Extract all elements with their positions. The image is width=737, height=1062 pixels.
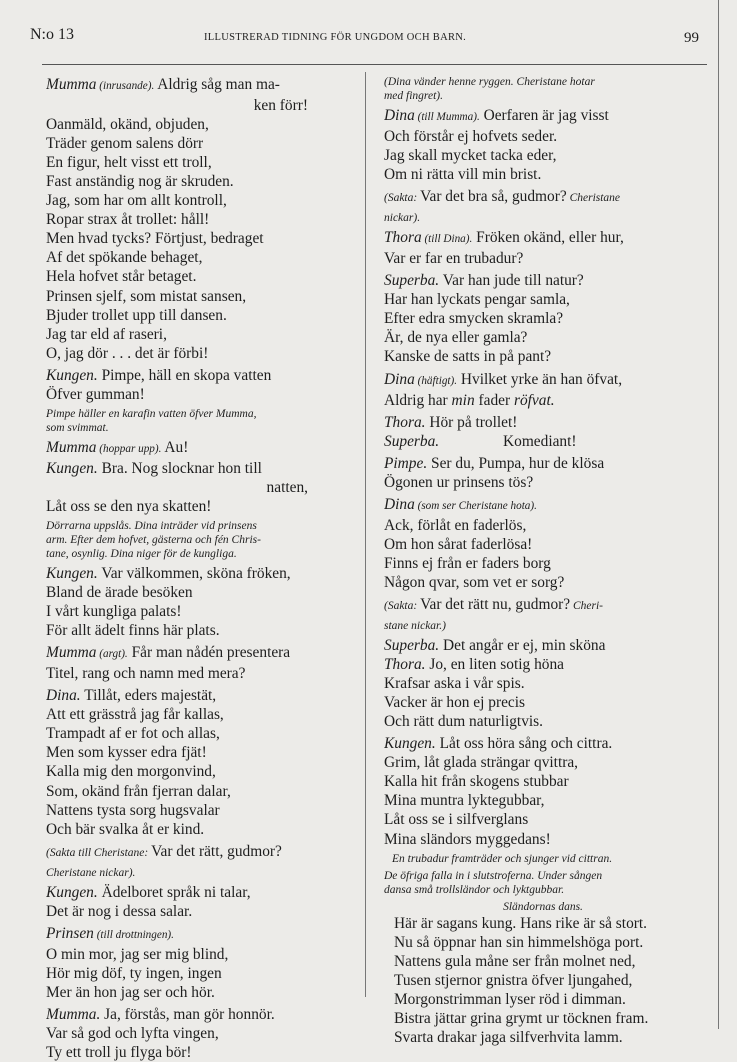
speaker-name: Thora. bbox=[384, 656, 426, 674]
verse-line bbox=[384, 952, 702, 971]
verse-line bbox=[384, 810, 702, 829]
speech-line bbox=[384, 413, 702, 432]
verse-line bbox=[384, 473, 702, 492]
stage-direction bbox=[384, 595, 702, 616]
verse-line bbox=[46, 287, 358, 306]
stage-direction bbox=[384, 187, 702, 208]
verse-text: Hela hofvet står betaget. bbox=[46, 268, 197, 286]
verse-text: Mer än hon jag ser och hör. bbox=[46, 983, 215, 1001]
verse-text: Tusen stjernor gnistra öfver ljungahed, bbox=[394, 971, 633, 989]
speech-line bbox=[384, 734, 702, 753]
speaker-direction: (argt). bbox=[96, 648, 128, 661]
verse-text: Ropar strax åt trollet: håll! bbox=[46, 211, 210, 229]
verse-text: Fröken okänd, eller hur, bbox=[476, 229, 624, 247]
verse-text: Efter edra smycken skramla? bbox=[384, 310, 564, 328]
speech-line bbox=[46, 1005, 358, 1024]
spoken-line: Var det rätt nu, gudmor? bbox=[420, 596, 571, 614]
running-header bbox=[0, 18, 737, 48]
verse-line bbox=[46, 983, 358, 1002]
verse-line bbox=[46, 602, 358, 621]
verse-text: Här är sagans kung. Hans rike är så stort. bbox=[394, 914, 648, 932]
verse-text: Har han lyckats pengar samla, bbox=[384, 291, 570, 309]
verse-text: Men hvad tycks? Förtjust, bedraget bbox=[46, 230, 264, 248]
verse-line bbox=[384, 309, 702, 328]
direction-text: (Sakta: bbox=[384, 192, 418, 205]
spoken-line: Var det rätt, gudmor? bbox=[151, 842, 282, 860]
speech-line bbox=[384, 655, 702, 674]
speaker-name: Kungen. bbox=[46, 564, 98, 582]
verse-text: Jo, en liten sotig höna bbox=[429, 656, 564, 674]
verse-line bbox=[46, 248, 358, 267]
verse-line bbox=[384, 914, 702, 933]
verse-line bbox=[46, 115, 358, 134]
speaker-direction: (som ser Cheristane hota). bbox=[414, 499, 537, 512]
verse-text: Träder genom salens dörr bbox=[46, 135, 204, 153]
verse-line bbox=[384, 772, 702, 791]
speaker-name: Kungen. bbox=[46, 366, 98, 384]
speaker-name: Mumma bbox=[46, 644, 97, 662]
verse-line bbox=[384, 990, 702, 1009]
verse-text: Aldrig har bbox=[384, 391, 448, 409]
verse-text: Öfver gumman! bbox=[46, 385, 145, 403]
verse-line bbox=[384, 554, 702, 573]
verse-line bbox=[46, 801, 358, 820]
verse-line bbox=[384, 971, 702, 990]
verse-text: Bjuder trollet upp till dansen. bbox=[46, 306, 227, 324]
verse-text: Af det spökande behaget, bbox=[46, 249, 203, 267]
page-edge bbox=[718, 0, 719, 1029]
verse-text: Nu så öppnar han sin himmelshöga port. bbox=[394, 933, 644, 951]
verse-text: Trampadt af er fot och allas, bbox=[46, 725, 220, 743]
direction-text: Cheri- bbox=[572, 600, 604, 613]
verse-text: Jag skall mycket tacka eder, bbox=[384, 147, 557, 165]
verse-text: Fast anständig nog är skruden. bbox=[46, 173, 234, 191]
verse-text: Ack, förlåt en faderlös, bbox=[384, 516, 527, 534]
verse-text: Prinsen sjelf, som mistat sansen, bbox=[46, 287, 247, 305]
verse-text: Ser du, Pumpa, hur de klösa bbox=[431, 454, 605, 472]
speech-line bbox=[384, 271, 702, 290]
verse-line bbox=[46, 820, 358, 839]
verse-text: Krafsar aska i vår spis. bbox=[384, 675, 525, 693]
verse-line bbox=[46, 964, 358, 983]
verse-text: Var er far en trubadur? bbox=[384, 250, 524, 268]
left-column bbox=[46, 75, 358, 1062]
verse-line bbox=[46, 782, 358, 801]
verse-text: Bra. Nog slocknar hon till bbox=[101, 459, 262, 477]
stage-direction bbox=[384, 852, 702, 866]
direction-text: En trubadur framträder och sjunger vid cittran. bbox=[392, 852, 613, 865]
speaker-direction: (häftigt). bbox=[414, 374, 458, 387]
verse-line bbox=[46, 385, 358, 404]
verse-text: Ja, förstås, man gör honnör. bbox=[104, 1005, 275, 1023]
speaker-name: Kungen. bbox=[46, 883, 98, 901]
verse-text: För allt ädelt finns här plats. bbox=[46, 622, 220, 640]
verse-line bbox=[46, 724, 358, 743]
verse-text: Hör mig döf, ty ingen, ingen bbox=[46, 964, 222, 982]
verse-line bbox=[384, 674, 702, 693]
verse-text: Låt oss se i silfverglans bbox=[384, 811, 529, 829]
verse-text: En figur, helt visst ett troll, bbox=[46, 154, 212, 172]
stage-direction bbox=[384, 211, 702, 225]
speaker-name: Kungen. bbox=[46, 459, 98, 477]
direction-text: stane nickar.) bbox=[384, 620, 446, 633]
verse-text: O, jag dör . . . det är förbi! bbox=[46, 344, 209, 362]
speaker-direction: (inrusande). bbox=[96, 80, 155, 92]
speech-line bbox=[46, 924, 358, 945]
verse-line bbox=[384, 516, 702, 535]
speech-line bbox=[384, 432, 702, 451]
speech-line bbox=[384, 106, 702, 127]
verse-line bbox=[384, 1009, 702, 1028]
verse-text: Oanmäld, okänd, objuden, bbox=[46, 116, 209, 134]
issue-number: N:o 13 bbox=[30, 26, 74, 43]
verse-text: Var så god och lyfta vingen, bbox=[46, 1024, 219, 1042]
direction-text: (Sakta: bbox=[384, 600, 418, 613]
verse-line bbox=[46, 210, 358, 229]
verse-line bbox=[384, 127, 702, 146]
speaker-name: Prinsen bbox=[46, 924, 94, 942]
verse-line bbox=[384, 347, 702, 366]
stage-direction bbox=[46, 866, 358, 880]
verse-text: Aldrig såg man ma- bbox=[157, 76, 280, 93]
verse-text: Mina muntra lyktegubbar, bbox=[384, 792, 545, 810]
direction-text: Sländornas dans. bbox=[503, 900, 583, 913]
verse-text: Ty ett troll ju flyga bör! bbox=[46, 1044, 192, 1062]
verse-text: Var han jude till natur? bbox=[442, 272, 584, 290]
direction-text: De öfriga falla in i slutstroferna. Under sången bbox=[384, 869, 603, 882]
speech-line bbox=[46, 686, 358, 705]
verse-text: Får man nådén presentera bbox=[131, 644, 291, 662]
stage-direction bbox=[384, 869, 702, 883]
speech-line bbox=[46, 366, 358, 385]
direction-text: (Dina vänder henne ryggen. Cheristane hotar bbox=[384, 76, 595, 88]
verse-text: Pimpe, häll en skopa vatten bbox=[101, 366, 272, 384]
verse-line bbox=[384, 712, 702, 731]
direction-text: med fingret). bbox=[384, 90, 443, 102]
stage-direction bbox=[384, 89, 702, 103]
speech-line bbox=[46, 564, 358, 583]
speaker-direction: (hoppar upp). bbox=[96, 442, 162, 455]
verse-text: Bland de ärade besöken bbox=[46, 584, 193, 602]
verse-text: Jag tar eld af raseri, bbox=[46, 325, 167, 343]
verse-line bbox=[384, 693, 702, 712]
stage-direction bbox=[384, 75, 702, 89]
speech-line bbox=[46, 643, 358, 664]
stage-direction bbox=[46, 842, 358, 863]
direction-text: Dörrarna uppslås. Dina inträder vid prinsens bbox=[46, 519, 257, 532]
right-column bbox=[384, 75, 702, 1047]
speaker-name: Pimpe. bbox=[384, 454, 428, 472]
stage-direction bbox=[46, 519, 358, 533]
verse-text: I vårt kungliga palats! bbox=[46, 603, 182, 621]
stage-direction bbox=[46, 533, 358, 547]
verse-text: Om hon sårat faderlösa! bbox=[384, 535, 533, 553]
verse-line bbox=[46, 153, 358, 172]
verse-text: Kanske de satts in på pant? bbox=[384, 348, 552, 366]
verse-line bbox=[46, 1024, 358, 1043]
verse-line bbox=[46, 96, 358, 115]
verse-text: Någon qvar, som vet er sorg? bbox=[384, 573, 565, 591]
speech-line bbox=[384, 454, 702, 473]
verse-text: Hvilket yrke än han öfvat, bbox=[460, 370, 623, 388]
speaker-name: Mumma. bbox=[46, 1005, 101, 1023]
speaker-name: Superba. bbox=[384, 272, 440, 290]
speaker-name: Superba. bbox=[384, 432, 440, 450]
speaker-name: Dina. bbox=[46, 687, 81, 705]
speech-line bbox=[384, 495, 702, 516]
verse-line bbox=[384, 249, 702, 268]
verse-text: O min mor, jag ser mig blind, bbox=[46, 945, 229, 963]
verse-text: Mina sländors myggedans! bbox=[384, 830, 551, 848]
verse-line bbox=[384, 933, 702, 952]
verse-text: Bistra jättar grina grymt ur töcknen fram. bbox=[394, 1009, 649, 1027]
speech-line bbox=[384, 228, 702, 249]
verse-text: Oerfaren är jag visst bbox=[483, 107, 609, 124]
emphasis: min bbox=[451, 391, 475, 409]
speaker-name: Kungen. bbox=[384, 735, 436, 753]
speaker-name: Dina bbox=[384, 370, 415, 388]
speaker-name: Dina bbox=[384, 495, 415, 513]
speaker-name: Mumma bbox=[46, 76, 97, 93]
speaker-name: Mumma bbox=[46, 438, 97, 456]
direction-text: som svimmat. bbox=[46, 421, 109, 434]
verse-line bbox=[46, 945, 358, 964]
direction-text: (Sakta till Cheristane: bbox=[46, 846, 149, 859]
verse-text: Låt oss se den nya skatten! bbox=[46, 497, 212, 515]
spoken-line: Var det bra så, gudmor? bbox=[420, 188, 567, 206]
verse-text: Au! bbox=[164, 438, 189, 456]
verse-line bbox=[46, 478, 358, 497]
verse-line bbox=[46, 267, 358, 286]
verse-line bbox=[46, 902, 358, 921]
verse-line bbox=[46, 621, 358, 640]
verse-line bbox=[384, 165, 702, 184]
verse-text: Ögonen ur prinsens tös? bbox=[384, 473, 534, 491]
stage-direction bbox=[46, 407, 358, 421]
verse-text: Och rätt dum naturligtvis. bbox=[384, 713, 544, 731]
verse-text: Att ett grässtrå jag får kallas, bbox=[46, 706, 224, 724]
verse-text: Grim, låt glada strängar qvittra, bbox=[384, 754, 579, 772]
verse-text: Och förstår ej hofvets seder. bbox=[384, 128, 558, 146]
verse-text: Vacker är hon ej precis bbox=[384, 694, 526, 712]
verse-line bbox=[46, 134, 358, 153]
header-rule bbox=[42, 64, 707, 65]
speaker-name: Thora bbox=[384, 229, 422, 247]
direction-text: dansa små trollsländor och lyktgubbar. bbox=[384, 883, 565, 896]
verse-text: Om ni rätta vill min brist. bbox=[384, 166, 542, 184]
verse-text: ken förr! bbox=[253, 97, 308, 115]
direction-text: tane, osynlig. Dina niger för de kungliga. bbox=[46, 547, 237, 560]
verse-text: Var välkommen, sköna fröken, bbox=[101, 564, 291, 582]
page-number: 99 bbox=[684, 30, 699, 46]
verse-line bbox=[46, 325, 358, 344]
verse-text: natten, bbox=[266, 478, 308, 496]
verse-text: Kalla hit från skogens stubbar bbox=[384, 773, 569, 791]
verse-line bbox=[46, 191, 358, 210]
verse-line bbox=[46, 705, 358, 724]
verse-line bbox=[384, 535, 702, 554]
stage-direction bbox=[46, 547, 358, 561]
verse-text: Tillåt, eders majestät, bbox=[84, 687, 217, 705]
verse-text: Men som kysser edra fjät! bbox=[46, 744, 207, 762]
stage-direction bbox=[384, 900, 702, 914]
direction-text: Cheristane bbox=[569, 192, 621, 205]
verse-line bbox=[384, 791, 702, 810]
verse-text: Kalla mig den morgonvind, bbox=[46, 763, 216, 781]
speaker-direction: (till Mumma). bbox=[414, 111, 480, 123]
verse-line bbox=[46, 229, 358, 248]
speaker-name: Dina bbox=[384, 107, 415, 124]
stage-direction bbox=[384, 619, 702, 633]
column-divider bbox=[365, 72, 366, 997]
verse-line bbox=[46, 583, 358, 602]
stage-direction bbox=[46, 421, 358, 435]
speaker-name: Superba. bbox=[384, 637, 440, 655]
verse-line bbox=[384, 391, 702, 410]
verse-text: Det angår er ej, min sköna bbox=[443, 637, 606, 655]
verse-text: Nattens gula måne ser från molnet ned, bbox=[394, 952, 636, 970]
verse-text: fader bbox=[478, 391, 511, 409]
verse-text: Titel, rang och namn med mera? bbox=[46, 665, 246, 683]
verse-line bbox=[46, 344, 358, 363]
verse-line bbox=[384, 1028, 702, 1047]
verse-text: Ädelboret språk ni talar, bbox=[101, 883, 251, 901]
verse-text: Som, okänd från fjerran dalar, bbox=[46, 782, 231, 800]
verse-text: Hör på trollet! bbox=[429, 413, 518, 431]
speaker-direction: (till Dina). bbox=[421, 233, 473, 246]
speaker-direction: (till drottningen). bbox=[93, 928, 174, 941]
direction-text: Pimpe häller en karafin vatten öfver Mumma, bbox=[46, 407, 257, 420]
verse-text: Jag, som har om allt kontroll, bbox=[46, 192, 227, 210]
verse-line bbox=[384, 146, 702, 165]
verse-line bbox=[46, 306, 358, 325]
verse-line bbox=[46, 664, 358, 683]
speech-line bbox=[384, 636, 702, 655]
direction-text: arm. Efter dem hofvet, gästerna och fén Chris- bbox=[46, 533, 261, 546]
speech-line bbox=[46, 883, 358, 902]
verse-text: Det är nog i dessa salar. bbox=[46, 902, 193, 920]
verse-line bbox=[46, 172, 358, 191]
speech-line bbox=[384, 370, 702, 391]
verse-text: Är, de nya eller gamla? bbox=[384, 329, 528, 347]
verse-text: Nattens tysta sorg hugsvalar bbox=[46, 801, 220, 819]
verse-line bbox=[46, 743, 358, 762]
verse-line bbox=[46, 497, 358, 516]
emphasis: röfvat. bbox=[513, 391, 555, 409]
verse-line bbox=[384, 753, 702, 772]
journal-title: ILLUSTRERAD TIDNING FÖR UNGDOM OCH BARN. bbox=[204, 32, 467, 43]
verse-text: Svarta drakar jaga silfverhvita lamm. bbox=[394, 1028, 623, 1046]
speech-line bbox=[46, 459, 358, 478]
verse-line bbox=[46, 1043, 358, 1062]
verse-line bbox=[384, 328, 702, 347]
speech-line bbox=[46, 438, 358, 459]
verse-line bbox=[384, 830, 702, 849]
verse-line bbox=[384, 290, 702, 309]
verse-text: Och bär svalka åt er kind. bbox=[46, 820, 205, 838]
verse-text: Låt oss höra sång och cittra. bbox=[439, 735, 613, 753]
verse-line bbox=[384, 573, 702, 592]
verse-text: Morgonstrimman lyser röd i dimman. bbox=[394, 990, 626, 1008]
speech-line bbox=[46, 75, 358, 96]
verse-line bbox=[46, 762, 358, 781]
direction-text: Cheristane nickar). bbox=[46, 866, 136, 879]
verse-text: Komediant! bbox=[503, 432, 577, 450]
stage-direction bbox=[384, 883, 702, 897]
verse-text: Finns ej från er faders borg bbox=[384, 554, 551, 572]
speaker-name: Thora. bbox=[384, 413, 426, 431]
direction-text: nickar). bbox=[384, 212, 421, 225]
